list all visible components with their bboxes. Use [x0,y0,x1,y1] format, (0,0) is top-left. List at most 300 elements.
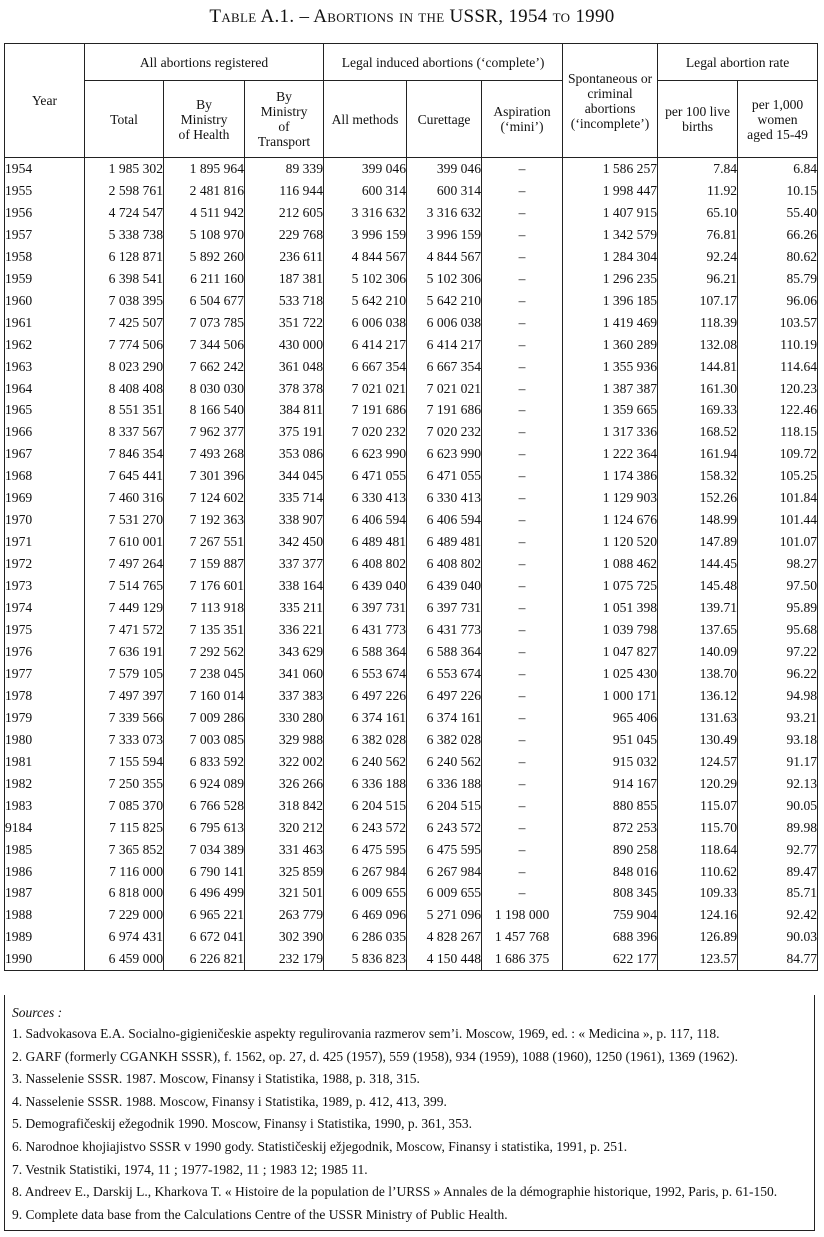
cell-spontaneous: 915 032 [563,751,658,773]
cell-curettage: 6 475 595 [407,839,482,861]
cell-all-methods: 6 286 035 [324,926,407,948]
cell-all-methods: 399 046 [324,158,407,180]
cell-spontaneous: 872 253 [563,817,658,839]
cell-ministry-health: 6 672 041 [164,926,245,948]
cell-curettage: 3 996 159 [407,224,482,246]
table-row [5,641,818,663]
cell-per1000: 93.21 [738,707,818,729]
cell-spontaneous: 914 167 [563,773,658,795]
cell-total: 7 636 191 [85,641,164,663]
cell-curettage: 6 588 364 [407,641,482,663]
cell-all-methods: 6 623 990 [324,443,407,465]
table-row [5,575,818,597]
cell-ministry-health: 6 496 499 [164,882,245,904]
table-row [5,795,818,817]
cell-total: 7 085 370 [85,795,164,817]
cell-all-methods: 6 336 188 [324,773,407,795]
cell-curettage: 6 243 572 [407,817,482,839]
cell-aspiration: – [482,751,563,773]
cell-total: 7 339 566 [85,707,164,729]
cell-per100: 144.81 [658,356,738,378]
cell-curettage: 6 408 802 [407,553,482,575]
cell-total: 2 598 761 [85,180,164,202]
cell-aspiration: – [482,268,563,290]
cell-ministry-transport: 344 045 [245,465,324,487]
cell-ministry-transport: 378 378 [245,378,324,400]
cell-ministry-transport: 341 060 [245,663,324,685]
cell-per100: 161.94 [658,443,738,465]
cell-year: 1988 [5,904,85,926]
cell-all-methods: 6 475 595 [324,839,407,861]
cell-curettage: 399 046 [407,158,482,180]
cell-aspiration: – [482,685,563,707]
cell-ministry-health: 7 009 286 [164,707,245,729]
cell-per100: 169.33 [658,399,738,421]
table-row [5,268,818,290]
cell-curettage: 6 497 226 [407,685,482,707]
cell-total: 7 115 825 [85,817,164,839]
cell-per100: 138.70 [658,663,738,685]
cell-aspiration: – [482,641,563,663]
cell-year: 1964 [5,378,85,400]
cell-total: 7 250 355 [85,773,164,795]
cell-spontaneous: 1 075 725 [563,575,658,597]
cell-ministry-transport: 338 164 [245,575,324,597]
cell-ministry-transport: 353 086 [245,443,324,465]
cell-year: 1972 [5,553,85,575]
table-row [5,926,818,948]
cell-ministry-transport: 263 779 [245,904,324,926]
cell-per100: 137.65 [658,619,738,641]
cell-ministry-transport: 343 629 [245,641,324,663]
cell-ministry-transport: 335 714 [245,487,324,509]
cell-ministry-health: 7 301 396 [164,465,245,487]
cell-ministry-health: 4 511 942 [164,202,245,224]
cell-per1000: 10.15 [738,180,818,202]
cell-all-methods: 5 836 823 [324,948,407,970]
sources-title: Sources : [12,1005,63,1020]
cell-curettage: 6 336 188 [407,773,482,795]
cell-year: 1969 [5,487,85,509]
cell-total: 7 333 073 [85,729,164,751]
table-row [5,531,818,553]
cell-year: 1970 [5,509,85,531]
cell-per100: 110.62 [658,861,738,883]
cell-spontaneous: 1 284 304 [563,246,658,268]
cell-ministry-transport: 302 390 [245,926,324,948]
cell-all-methods: 5 102 306 [324,268,407,290]
cell-spontaneous: 1 296 235 [563,268,658,290]
table-row [5,356,818,378]
cell-ministry-health: 5 108 970 [164,224,245,246]
cell-per100: 158.32 [658,465,738,487]
cell-spontaneous: 890 258 [563,839,658,861]
cell-ministry-health: 6 924 089 [164,773,245,795]
cell-ministry-transport: 375 191 [245,421,324,443]
cell-per1000: 84.77 [738,948,818,970]
cell-per1000: 89.47 [738,861,818,883]
cell-per1000: 89.98 [738,817,818,839]
cell-curettage: 7 191 686 [407,399,482,421]
cell-total: 6 459 000 [85,948,164,970]
cell-all-methods: 6 588 364 [324,641,407,663]
table-row [5,158,818,180]
cell-total: 6 974 431 [85,926,164,948]
header-group-rate: Legal abortion rate [658,44,818,81]
cell-aspiration: – [482,487,563,509]
cell-spontaneous: 622 177 [563,948,658,970]
cell-ministry-health: 7 176 601 [164,575,245,597]
cell-year: 1980 [5,729,85,751]
cell-curettage: 6 374 161 [407,707,482,729]
cell-per1000: 97.50 [738,575,818,597]
cell-per100: 115.70 [658,817,738,839]
source-item: 5. Demografičeskij ežegodnik 1990. Moscow, Finansy i Statistika, 1990, p. 361, 353. [12,1116,472,1132]
cell-total: 6 818 000 [85,882,164,904]
table-row [5,180,818,202]
header-per100: per 100 live births [658,81,738,158]
cell-spontaneous: 759 904 [563,904,658,926]
header-per1000: per 1,000 women aged 15-49 [738,81,818,158]
cell-total: 6 128 871 [85,246,164,268]
cell-ministry-health: 7 135 351 [164,619,245,641]
cell-all-methods: 6 267 984 [324,861,407,883]
cell-total: 7 038 395 [85,290,164,312]
cell-total: 7 497 397 [85,685,164,707]
cell-per100: 65.10 [658,202,738,224]
cell-ministry-transport: 361 048 [245,356,324,378]
cell-per1000: 80.62 [738,246,818,268]
cell-ministry-health: 7 160 014 [164,685,245,707]
cell-ministry-health: 6 790 141 [164,861,245,883]
cell-aspiration: – [482,312,563,334]
cell-all-methods: 6 469 096 [324,904,407,926]
cell-spontaneous: 688 396 [563,926,658,948]
cell-ministry-transport: 336 221 [245,619,324,641]
cell-spontaneous: 880 855 [563,795,658,817]
table-row [5,619,818,641]
cell-ministry-transport: 330 280 [245,707,324,729]
cell-curettage: 6 414 217 [407,334,482,356]
cell-total: 7 774 506 [85,334,164,356]
cell-all-methods: 6 204 515 [324,795,407,817]
table-row [5,421,818,443]
cell-curettage: 6 553 674 [407,663,482,685]
cell-total: 8 023 290 [85,356,164,378]
table-row [5,553,818,575]
cell-per1000: 105.25 [738,465,818,487]
header-group-all: All abortions registered [85,44,324,81]
cell-year: 1982 [5,773,85,795]
table-body [5,158,818,971]
cell-per1000: 101.84 [738,487,818,509]
cell-all-methods: 6 382 028 [324,729,407,751]
cell-ministry-transport: 321 501 [245,882,324,904]
cell-spontaneous: 1 419 469 [563,312,658,334]
cell-all-methods: 4 844 567 [324,246,407,268]
cell-total: 7 846 354 [85,443,164,465]
table-row [5,904,818,926]
cell-ministry-transport: 187 381 [245,268,324,290]
cell-ministry-health: 5 892 260 [164,246,245,268]
cell-ministry-health: 7 344 506 [164,334,245,356]
cell-spontaneous: 1 120 520 [563,531,658,553]
cell-all-methods: 6 397 731 [324,597,407,619]
cell-curettage: 6 489 481 [407,531,482,553]
table-row [5,597,818,619]
cell-per1000: 98.27 [738,553,818,575]
cell-ministry-health: 6 766 528 [164,795,245,817]
cell-per1000: 92.77 [738,839,818,861]
cell-year: 1989 [5,926,85,948]
cell-total: 7 155 594 [85,751,164,773]
cell-curettage: 6 431 773 [407,619,482,641]
table-row [5,224,818,246]
cell-spontaneous: 1 025 430 [563,663,658,685]
cell-per1000: 92.42 [738,904,818,926]
cell-per100: 124.57 [658,751,738,773]
cell-ministry-transport: 338 907 [245,509,324,531]
cell-aspiration: – [482,663,563,685]
cell-ministry-transport: 236 611 [245,246,324,268]
source-item: 9. Complete data base from the Calculations Centre of the USSR Ministry of Public Health. [12,1206,508,1222]
table-row [5,312,818,334]
cell-per100: 76.81 [658,224,738,246]
cell-per100: 144.45 [658,553,738,575]
table-row [5,707,818,729]
cell-total: 5 338 738 [85,224,164,246]
cell-aspiration: – [482,795,563,817]
cell-aspiration: – [482,817,563,839]
cell-spontaneous: 848 016 [563,861,658,883]
cell-per100: 109.33 [658,882,738,904]
table-row [5,839,818,861]
cell-per100: 96.21 [658,268,738,290]
cell-total: 7 116 000 [85,861,164,883]
cell-per100: 131.63 [658,707,738,729]
cell-year: 1963 [5,356,85,378]
cell-ministry-transport: 116 944 [245,180,324,202]
cell-year: 1958 [5,246,85,268]
header-aspiration: Aspiration (‘mini’) [482,81,563,158]
cell-total: 7 460 316 [85,487,164,509]
table-row [5,509,818,531]
table-row [5,378,818,400]
cell-all-methods: 600 314 [324,180,407,202]
cell-aspiration: – [482,882,563,904]
source-item: 3. Nasselenie SSSR. 1987. Moscow, Finansy i Statistika, 1988, p. 318, 315. [12,1071,420,1087]
source-item: 6. Narodnoe khojiajistvo SSSR v 1990 gody. Statističeskij ežjegodnik, Moscow, Finansy i statistika, 1991, p. 251. [12,1138,628,1154]
cell-aspiration: – [482,356,563,378]
cell-per1000: 103.57 [738,312,818,334]
cell-ministry-transport: 342 450 [245,531,324,553]
cell-per1000: 85.79 [738,268,818,290]
cell-per1000: 101.07 [738,531,818,553]
cell-spontaneous: 1 222 364 [563,443,658,465]
header-group-legal: Legal induced abortions (‘complete’) [324,44,563,81]
cell-all-methods: 6 240 562 [324,751,407,773]
cell-year: 1976 [5,641,85,663]
cell-per1000: 114.64 [738,356,818,378]
cell-aspiration: – [482,421,563,443]
cell-ministry-transport: 337 383 [245,685,324,707]
cell-ministry-transport: 533 718 [245,290,324,312]
cell-year: 1983 [5,795,85,817]
cell-per1000: 101.44 [738,509,818,531]
cell-per100: 118.64 [658,839,738,861]
cell-curettage: 6 240 562 [407,751,482,773]
cell-aspiration: – [482,399,563,421]
cell-per1000: 91.17 [738,751,818,773]
cell-per100: 147.89 [658,531,738,553]
cell-total: 7 514 765 [85,575,164,597]
cell-spontaneous: 1 355 936 [563,356,658,378]
cell-year: 1959 [5,268,85,290]
cell-spontaneous: 1 051 398 [563,597,658,619]
table-row [5,817,818,839]
cell-aspiration: – [482,619,563,641]
cell-aspiration: – [482,707,563,729]
cell-aspiration: 1 198 000 [482,904,563,926]
cell-per100: 130.49 [658,729,738,751]
cell-ministry-health: 8 030 030 [164,378,245,400]
cell-aspiration: 1 686 375 [482,948,563,970]
cell-ministry-health: 7 238 045 [164,663,245,685]
cell-all-methods: 6 414 217 [324,334,407,356]
cell-curettage: 6 439 040 [407,575,482,597]
cell-total: 7 425 507 [85,312,164,334]
cell-ministry-transport: 89 339 [245,158,324,180]
cell-curettage: 5 642 210 [407,290,482,312]
cell-aspiration: – [482,334,563,356]
cell-spontaneous: 1 342 579 [563,224,658,246]
cell-all-methods: 6 408 802 [324,553,407,575]
cell-per1000: 122.46 [738,399,818,421]
cell-per1000: 109.72 [738,443,818,465]
cell-curettage: 4 844 567 [407,246,482,268]
cell-ministry-health: 7 003 085 [164,729,245,751]
cell-ministry-health: 7 267 551 [164,531,245,553]
cell-per100: 123.57 [658,948,738,970]
cell-curettage: 6 382 028 [407,729,482,751]
cell-ministry-health: 6 226 821 [164,948,245,970]
cell-all-methods: 6 471 055 [324,465,407,487]
table-title: Table A.1. – Abortions in the USSR, 1954 to 1990 [209,6,615,27]
cell-curettage: 5 102 306 [407,268,482,290]
cell-curettage: 600 314 [407,180,482,202]
cell-per100: 115.07 [658,795,738,817]
cell-ministry-transport: 326 266 [245,773,324,795]
cell-per1000: 6.84 [738,158,818,180]
cell-curettage: 6 009 655 [407,882,482,904]
header-all-methods: All methods [324,81,407,158]
cell-all-methods: 6 243 572 [324,817,407,839]
cell-per1000: 85.71 [738,882,818,904]
cell-year: 1981 [5,751,85,773]
cell-ministry-health: 6 211 160 [164,268,245,290]
cell-total: 8 551 351 [85,399,164,421]
cell-aspiration: – [482,839,563,861]
cell-aspiration: – [482,729,563,751]
cell-spontaneous: 965 406 [563,707,658,729]
cell-year: 1955 [5,180,85,202]
cell-aspiration: – [482,597,563,619]
cell-year: 1967 [5,443,85,465]
cell-ministry-transport: 325 859 [245,861,324,883]
cell-spontaneous: 951 045 [563,729,658,751]
source-item: 8. Andreev E., Darskij L., Kharkova T. « Histoire de la population de l’URSS » Annales de la démographie historique, 1992, Paris, p. 61-150. [12,1184,778,1200]
cell-all-methods: 5 642 210 [324,290,407,312]
cell-total: 7 449 129 [85,597,164,619]
header-spontaneous: Spontaneous or criminal abortions (‘incomplete’) [563,44,658,158]
cell-all-methods: 7 020 232 [324,421,407,443]
cell-per1000: 118.15 [738,421,818,443]
cell-curettage: 6 667 354 [407,356,482,378]
cell-year: 1957 [5,224,85,246]
cell-ministry-health: 6 795 613 [164,817,245,839]
cell-per1000: 55.40 [738,202,818,224]
cell-per100: 118.39 [658,312,738,334]
cell-spontaneous: 1 396 185 [563,290,658,312]
cell-ministry-transport: 351 722 [245,312,324,334]
cell-year: 1987 [5,882,85,904]
cell-year: 1978 [5,685,85,707]
cell-per100: 124.16 [658,904,738,926]
cell-per100: 126.89 [658,926,738,948]
source-item: 4. Nasselenie SSSR. 1988. Moscow, Finansy i Statistika, 1989, p. 412, 413, 399. [12,1093,447,1109]
cell-aspiration: – [482,531,563,553]
table-row [5,465,818,487]
cell-aspiration: 1 457 768 [482,926,563,948]
cell-ministry-transport: 384 811 [245,399,324,421]
cell-all-methods: 6 667 354 [324,356,407,378]
cell-year: 1962 [5,334,85,356]
cell-year: 1956 [5,202,85,224]
cell-all-methods: 6 439 040 [324,575,407,597]
cell-spontaneous: 1 039 798 [563,619,658,641]
cell-curettage: 4 150 448 [407,948,482,970]
cell-all-methods: 6 330 413 [324,487,407,509]
table-row [5,246,818,268]
cell-curettage: 7 021 021 [407,378,482,400]
cell-spontaneous: 1 387 387 [563,378,658,400]
cell-ministry-health: 6 504 677 [164,290,245,312]
cell-curettage: 6 330 413 [407,487,482,509]
cell-aspiration: – [482,202,563,224]
cell-per100: 7.84 [658,158,738,180]
cell-year: 1961 [5,312,85,334]
cell-per100: 92.24 [658,246,738,268]
cell-year: 1990 [5,948,85,970]
table-row [5,685,818,707]
cell-all-methods: 6 006 038 [324,312,407,334]
cell-per100: 139.71 [658,597,738,619]
cell-spontaneous: 1 129 903 [563,487,658,509]
cell-per1000: 96.06 [738,290,818,312]
cell-per1000: 110.19 [738,334,818,356]
cell-per1000: 66.26 [738,224,818,246]
cell-total: 7 531 270 [85,509,164,531]
cell-all-methods: 6 497 226 [324,685,407,707]
sources-list [12,1023,814,1226]
cell-per100: 132.08 [658,334,738,356]
cell-all-methods: 3 996 159 [324,224,407,246]
cell-total: 8 337 567 [85,421,164,443]
cell-ministry-transport: 337 377 [245,553,324,575]
cell-curettage: 5 271 096 [407,904,482,926]
cell-per100: 11.92 [658,180,738,202]
cell-ministry-transport: 212 605 [245,202,324,224]
